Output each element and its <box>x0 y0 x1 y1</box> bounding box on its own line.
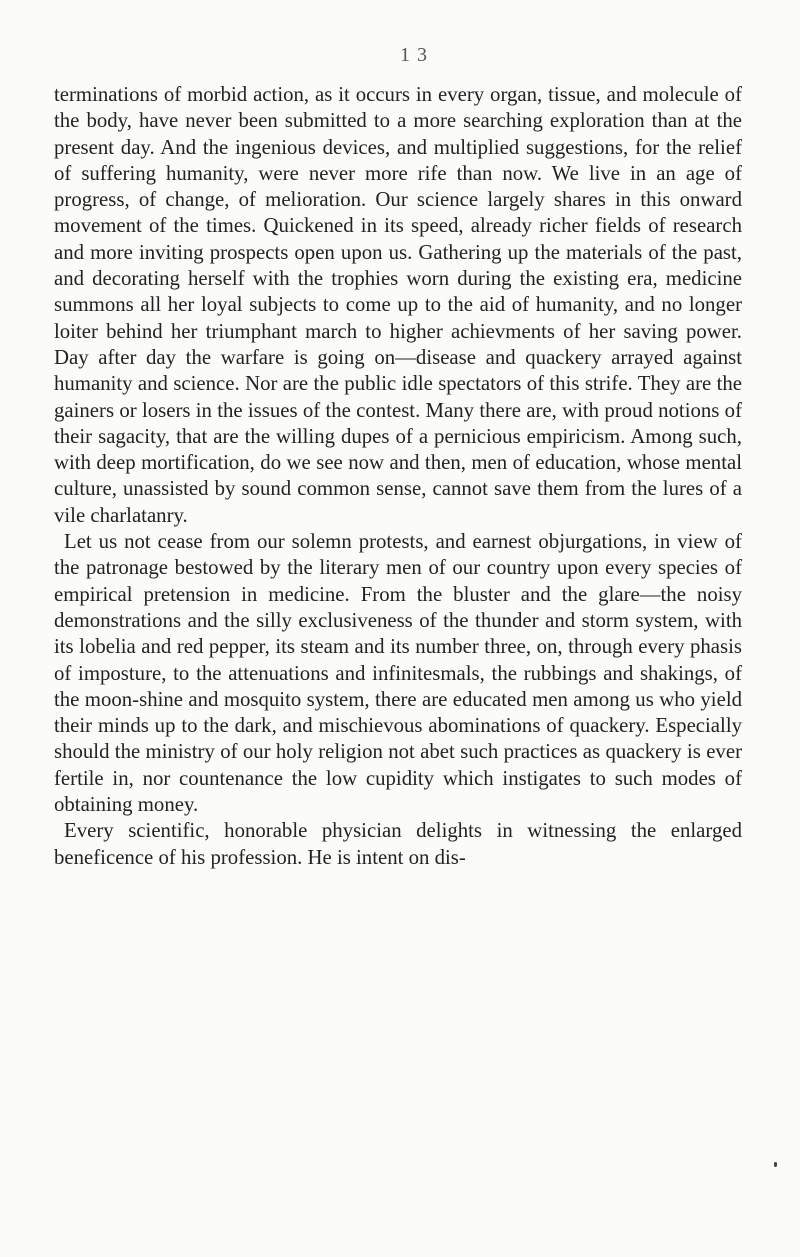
body-text <box>54 82 742 871</box>
print-speck <box>774 1162 777 1167</box>
page-number: 1 3 <box>400 44 428 66</box>
paragraph-3: Every scientific, honorable physician delights in witnessing the enlarged beneficence of his profession. He is intent on dis- <box>54 819 742 869</box>
paragraph-2: Let us not cease from our solemn protests, and earnest objurgations, in view of the patronage bestowed by the literary men of our country upon every species of empirical pretension in medicine. From the bluster and the glare—the noisy demonstrations and the silly exclusiveness of the thunder and storm system, with its lobelia and red pepper, its steam and its number three, on, through every phasis of imposture, to the attenuations and infinitesmals, the rubbings and shakings, of the moon-shine and mosquito system, there are educated men among us who yield their minds up to the dark, and mischievous abominations of quackery. Especially should the ministry of our holy religion not abet such practices as quackery is ever fertile in, nor countenance the low cupidity which instigates to such modes of obtaining money. <box>54 530 742 817</box>
paragraph-1: terminations of morbid action, as it occurs in every organ, tissue, and molecule of the body, have never been submitted to a more searching exploration than at the present day. And the ingenious devices, and multiplied suggestions, for the relief of suffering humanity, were never more rife than now. We live in an age of progress, of change, of melioration. Our science largely shares in this onward movement of the times. Quickened in its speed, already richer fields of research and more inviting prospects open upon us. Gathering up the materials of the past, and decorating herself with the trophies worn during the existing era, medicine summons all her loyal subjects to come up to the aid of humanity, and no longer loiter behind her triumphant march to higher achievments of her saving power. Day after day the warfare is going on—disease and quackery arrayed against humanity and science. Nor are the public idle spectators of this strife. They are the gainers or losers in the issues of the contest. Many there are, with proud notions of their sagacity, that are the willing dupes of a pernicious empiricism. Among such, with deep mortification, do we see now and then, men of education, whose mental culture, unassisted by sound common sense, cannot save them from the lures of a vile charlatanry. <box>54 83 742 527</box>
